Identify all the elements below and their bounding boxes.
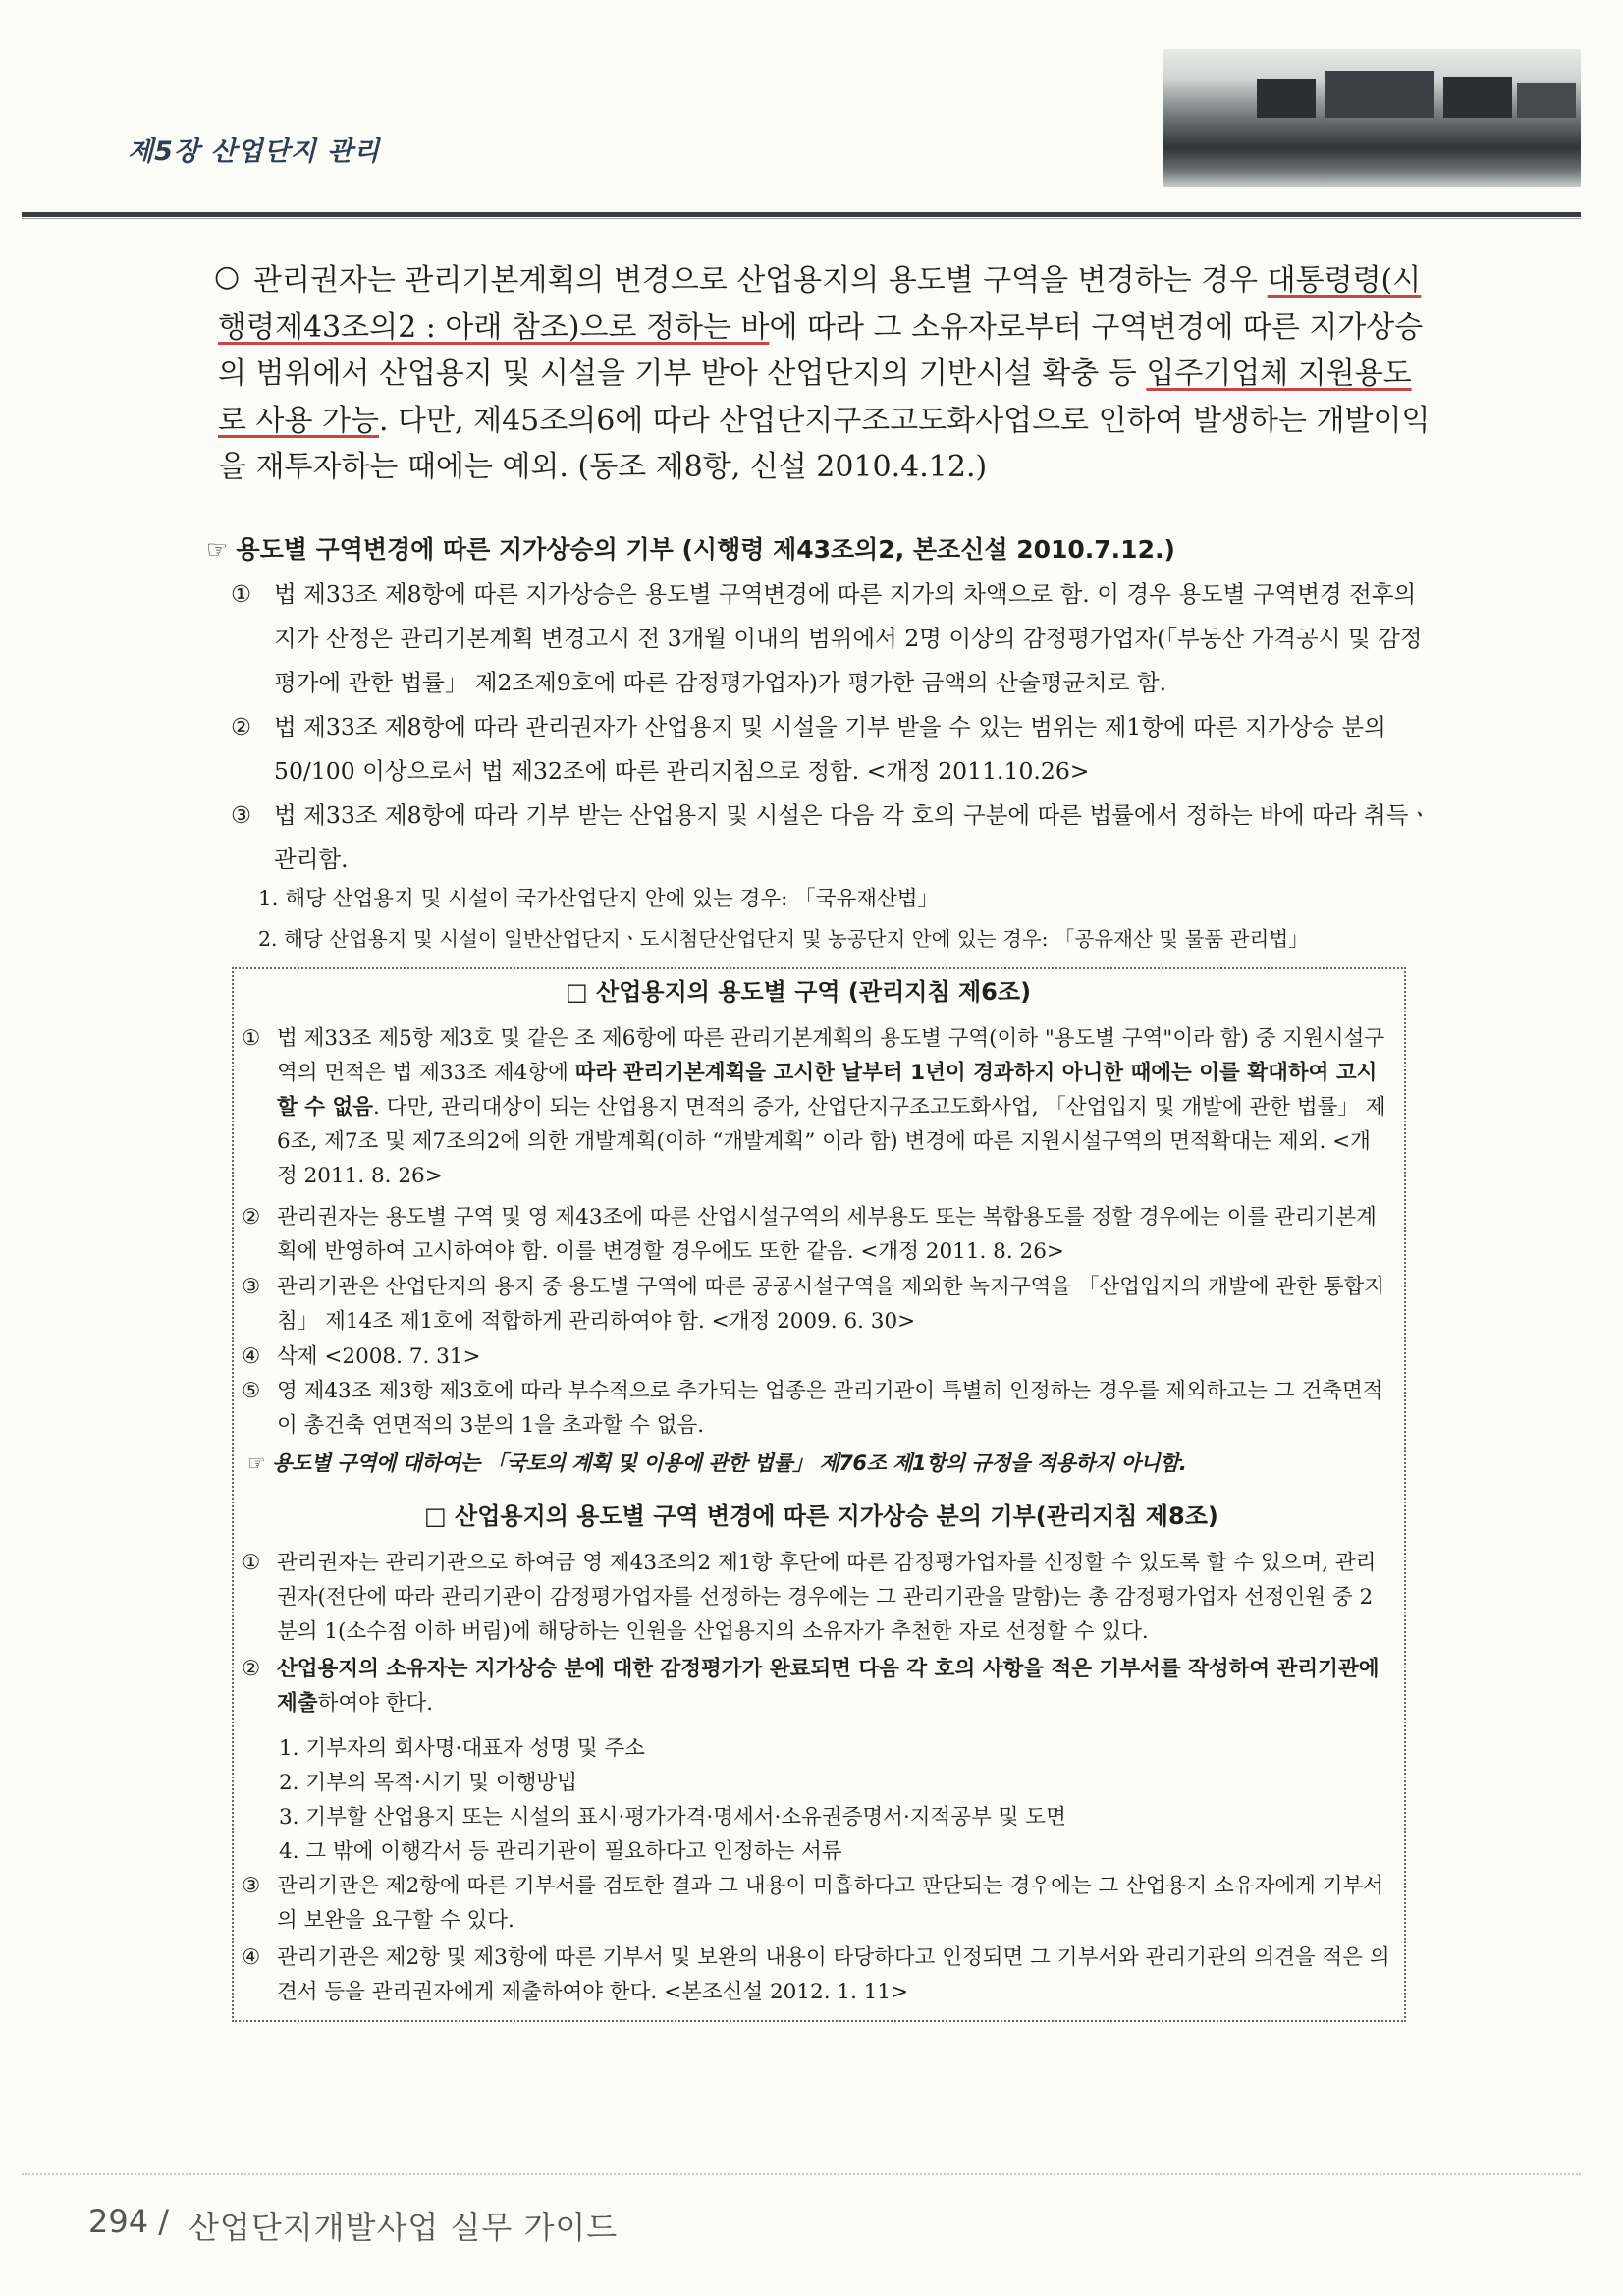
- box2-subitem-4: 4. 그 밖에 이행각서 등 관리기관이 필요하다고 인정하는 서류: [279, 1839, 842, 1864]
- decree-item-3: [231, 793, 1440, 882]
- box2-subitem-3: 3. 기부할 산업용지 또는 시설의 표시·평가가격·명세서·소유권증명서·지적공부 및 도면: [279, 1805, 1066, 1830]
- item-number: ③: [242, 1874, 261, 1898]
- item-number: ③: [242, 1275, 261, 1299]
- item-number: ②: [231, 713, 252, 740]
- footer-title: 산업단지개발사업 실무 가이드: [189, 2209, 619, 2246]
- header-rule-thin: [22, 218, 1581, 219]
- box-title-2: □ 산업용지의 용도별 구역 변경에 따른 지가상승 분의 기부(관리지침 제8조): [424, 1503, 1218, 1530]
- chapter-title: 제5장 산업단지 관리: [128, 137, 381, 167]
- intro-bullet: ○: [214, 259, 241, 294]
- item-text: 삭제 <2008. 7. 31>: [277, 1344, 481, 1369]
- pointing-hand-icon: ☞: [206, 535, 229, 564]
- box-item-4: [242, 1339, 1390, 1374]
- intro-text-5: . 다만, 제45조의6에 따라 산업단지구조고도화사업으로 인하여 발생하는 개발이익을 재투자하는 때에는 예외. (동조 제8항, 신설 2010.4.12.): [218, 403, 1431, 484]
- item-text: 법 제33조 제8항에 따라 기부 받는 산업용지 및 시설은 다음 각 호의 구분에 따른 법률에서 정하는 바에 따라 취득ㆍ관리함.: [274, 801, 1432, 873]
- header-rule: [22, 212, 1581, 217]
- box2-item-2: [242, 1652, 1390, 1721]
- box-item-1: [242, 1021, 1390, 1193]
- decree-title-text: 용도별 구역변경에 따른 지가상승의 기부 (시행령 제43조의2, 본조신설 2010.7.12.): [236, 535, 1175, 564]
- decree-subitem-2: 2. 해당 산업용지 및 시설이 일반산업단지ㆍ도시첨단산업단지 및 농공단지 안에 있는 경우: 「공유재산 및 물품 관리법」: [258, 927, 1309, 951]
- box-item-2: [242, 1200, 1390, 1269]
- decree-subitem-1: 1. 해당 산업용지 및 시설이 국가산업단지 안에 있는 경우: 「국유재산법」: [258, 887, 940, 911]
- box2-item-4: [242, 1941, 1390, 2009]
- intro-text-underlined-2: 입주기업체 지원용도로 사용 가능: [218, 356, 1412, 438]
- box-item-3: [242, 1270, 1390, 1339]
- item-text: 관리권자는 관리기관으로 하여금 영 제43조의2 제1항 후단에 따른 감정평가업자를 선정할 수 있도록 할 수 있으며, 관리권자(전단에 따라 관리기관이 감정평가업자를 선정하는 경우에는 그 관리기관을 말함)는 총 감정평가업자 선정인원 중 2분의 1(소수점 이하 버림)에 해당하는 인원을 산업용지의 소유자가 추천한 자로 선정할 수 있다.: [277, 1551, 1377, 1644]
- item-text: 법 제33조 제5항 제3호 및 같은 조 제6항에 따른 관리기본계획의 용도별 구역(이하 "용도별 구역"이라 함) 중 지원시설구역의 면적은 법 제33조 제4항에: [277, 1026, 1385, 1085]
- intro-paragraph: [218, 257, 1435, 491]
- box2-item-1: [242, 1546, 1390, 1649]
- item-number: ③: [231, 801, 252, 829]
- item-number: ④: [242, 1344, 261, 1369]
- header-photo: [1163, 49, 1581, 187]
- box2-subitem-1: 1. 기부자의 회사명·대표자 성명 및 주소: [279, 1736, 646, 1761]
- item-number: ④: [242, 1945, 261, 1970]
- item-text-rest: . 다만, 관리대상이 되는 산업용지 면적의 증가, 산업단지구조고도화사업, 「산업입지 및 개발에 관한 법률」 제6조, 제7조 및 제7조의2에 의한 개발계획(이하 “개발계획” 이라 함) 변경에 따른 지원시설구역의 면적확대는 제외. <개정 2011. 8. 26>: [277, 1095, 1386, 1188]
- decree-item-2: [231, 705, 1440, 793]
- footer-rule: [22, 2173, 1581, 2175]
- page-number: 294 /: [88, 2203, 170, 2240]
- item-number: ②: [242, 1657, 261, 1681]
- box2-subitem-2: 2. 기부의 목적·시기 및 이행방법: [279, 1771, 577, 1795]
- item-text: 관리권자는 용도별 구역 및 영 제43조에 따른 산업시설구역의 세부용도 또는 복합용도를 정할 경우에는 이를 관리기본계획에 반영하여 고시하여야 함. 이를 변경할 경우에도 또한 같음. <개정 2011. 8. 26>: [277, 1205, 1377, 1264]
- handwritten-note: ☞ 용도별 구역에 대하여는 「국토의 계획 및 이용에 관한 법률」 제76조 제1항의 규정을 적용하지 아니함.: [247, 1451, 1187, 1475]
- decree-item-1: [231, 573, 1440, 705]
- box-title-1: □ 산업용지의 용도별 구역 (관리지침 제6조): [566, 978, 1032, 1006]
- item-text: 관리기관은 제2항 및 제3항에 따른 기부서 및 보완의 내용이 타당하다고 인정되면 그 기부서와 관리기관의 의견을 적은 의견서 등을 관리권자에게 제출하여야 한다. <본조신설 2012. 1. 11>: [277, 1945, 1390, 2004]
- box-item-5: [242, 1374, 1390, 1443]
- item-number: ①: [242, 1026, 261, 1051]
- intro-text-1: 관리권자는 관리기본계획의 변경으로 산업용지의 용도별 구역을 변경하는 경우: [253, 263, 1268, 298]
- item-text: 영 제43조 제3항 제3호에 따라 부수적으로 추가되는 업종은 관리기관이 특별히 인정하는 경우를 제외하고는 그 건축면적이 총건축 연면적의 3분의 1을 초과할 수 없음.: [277, 1379, 1383, 1438]
- item-number: ②: [242, 1205, 261, 1230]
- item-text: 법 제33조 제8항에 따른 지가상승은 용도별 구역변경에 따른 지가의 차액으로 함. 이 경우 용도별 구역변경 전후의 지가 산정은 관리기본계획 변경고시 전 3개월 이내의 범위에서 2명 이상의 감정평가업자(「부동산 가격공시 및 감정평가에 관한 법률」 제2조제9호에 따른 감정평가업자)가 평가한 금액의 산술평균치로 함.: [274, 580, 1423, 696]
- item-text-bold: 산업용지의 소유자는 지가상승 분에 대한 감정평가가 완료되면 다음 각 호의 사항을 적은 기부서를 작성하여 관리기관에 제출: [277, 1657, 1380, 1716]
- intro-text-underlined-1: 대통령령(시행령제43조의2 : 아래 참조)으로 정하는 바: [218, 263, 1422, 345]
- item-text-rest: 하여야 한다.: [317, 1691, 434, 1716]
- item-text: 법 제33조 제8항에 따라 관리권자가 산업용지 및 시설을 기부 받을 수 있는 범위는 제1항에 따른 지가상승 분의 50/100 이상으로서 법 제32조에 따른 관리지침으로 정함. <개정 2011.10.26>: [274, 713, 1386, 785]
- item-number: ①: [231, 580, 252, 608]
- item-text: 관리기관은 산업단지의 용지 중 용도별 구역에 따른 공공시설구역을 제외한 녹지구역을 「산업입지의 개발에 관한 통합지침」 제14조 제1호에 적합하게 관리하여야 함. <개정 2009. 6. 30>: [277, 1275, 1385, 1334]
- item-number: ⑤: [242, 1379, 261, 1403]
- item-text: 관리기관은 제2항에 따른 기부서를 검토한 결과 그 내용이 미흡하다고 판단되는 경우에는 그 산업용지 소유자에게 기부서의 보완을 요구할 수 있다.: [277, 1874, 1384, 1933]
- box2-item-3: [242, 1869, 1390, 1938]
- item-number: ①: [242, 1551, 261, 1575]
- item-text-bold: 따라 관리기본계획을 고시한 날부터 1년이 경과하지 아니한 때에는 이를 확대하여 고시할 수 없음: [277, 1061, 1378, 1120]
- decree-title: [206, 530, 1453, 566]
- intro-text-3: 에 따라 그 소유자로부터 구역변경에 따른 지가상승의 범위에서 산업용지 및 시설을 기부 받아 산업단지의 기반시설 확충 등: [218, 309, 1424, 391]
